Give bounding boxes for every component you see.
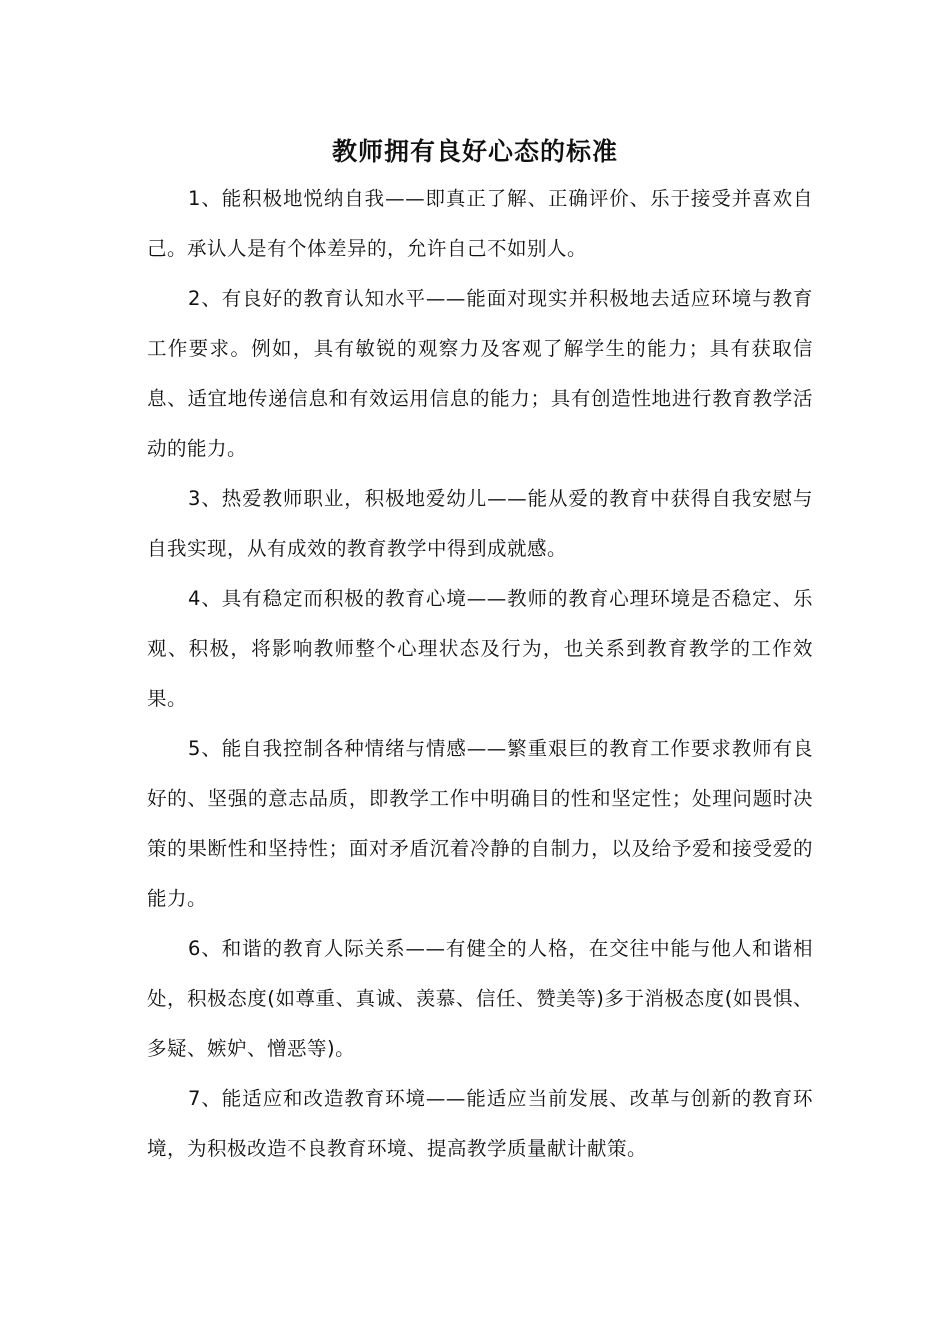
paragraph-2: 2、有良好的教育认知水平——能面对现实并积极地去适应环境与教育工作要求。例如，具有敏锐的观察力及客观了解学生的能力；具有获取信息、适宜地传递信息和有效运用信息的能力；具有创造性地进行教育教学活动的能力。 [147, 287, 813, 460]
document-body [147, 174, 813, 1174]
paragraph-7: 7、能适应和改造教育环境——能适应当前发展、改革与创新的教育环境，为积极改造不良教育环境、提高教学质量献计献策。 [147, 1087, 813, 1160]
paragraph-1: 1、能积极地悦纳自我——即真正了解、正确评价、乐于接受并喜欢自己。承认人是有个体差异的，允许自己不如别人。 [147, 187, 813, 260]
paragraph-6: 6、和谐的教育人际关系——有健全的人格，在交往中能与他人和谐相处，积极态度(如尊重、真诚、羡慕、信任、赞美等)多于消极态度(如畏惧、多疑、嫉妒、憎恶等)。 [147, 937, 813, 1060]
document-title: 教师拥有良好心态的标准 [331, 137, 618, 166]
paragraph-5: 5、能自我控制各种情绪与情感——繁重艰巨的教育工作要求教师有良好的、坚强的意志品质，即教学工作中明确目的性和坚定性；处理问题时决策的果断性和坚持性；面对矛盾沉着冷静的自制力，以及给予爱和接受爱的能力。 [147, 737, 813, 910]
paragraph-3: 3、热爱教师职业，积极地爱幼儿——能从爱的教育中获得自我安慰与自我实现，从有成效的教育教学中得到成就感。 [147, 487, 813, 560]
paragraph-4: 4、具有稳定而积极的教育心境——教师的教育心理环境是否稳定、乐观、积极，将影响教师整个心理状态及行为，也关系到教育教学的工作效果。 [147, 587, 813, 710]
